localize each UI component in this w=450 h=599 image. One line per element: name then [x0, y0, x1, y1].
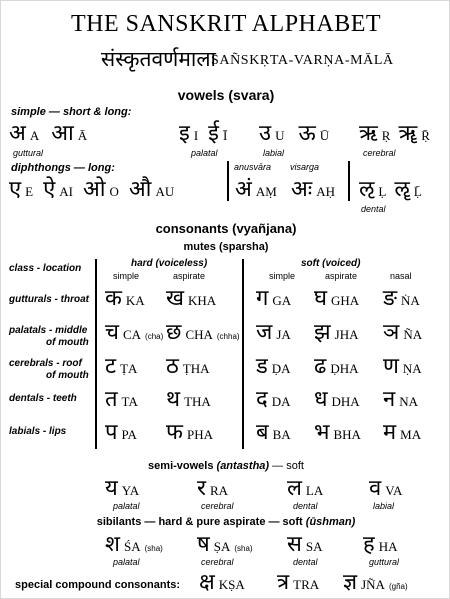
title-devanagari: संस्कृतवर्णमाला: [101, 47, 216, 71]
consonant: भ BHA: [314, 419, 361, 444]
col-header: aspirate: [173, 271, 206, 281]
soft-label: soft (voiced): [301, 258, 361, 269]
row-label: cerebrals - roof: [9, 358, 82, 369]
compound-consonant: क्ष KṢA: [199, 569, 245, 594]
place-label: guttural: [369, 557, 400, 567]
sibilants-heading: sibilants — hard & pure aspirate — soft (ūshman): [96, 516, 356, 528]
consonant: ज JA: [256, 319, 291, 344]
place-label: dental: [293, 501, 318, 511]
anusvara-label: anusvāra: [234, 162, 272, 172]
consonant: झ JHA: [314, 319, 359, 344]
vowel-group-palatal: [179, 122, 227, 145]
consonant: ठ ṬHA: [166, 353, 210, 378]
vowels-heading: vowels (svara): [177, 87, 275, 103]
consonant: म MA: [383, 419, 422, 444]
divider: [227, 161, 229, 201]
divider: [95, 259, 97, 449]
consonant: ण ṆA: [383, 353, 422, 378]
consonant: घ GHA: [314, 285, 360, 310]
hard-label: hard (voiceless): [131, 258, 208, 269]
vowel-devanagari: ई: [208, 120, 219, 145]
place-label: dental: [293, 557, 318, 567]
consonant: च CA (cha): [105, 319, 164, 344]
compound-label: special compound consonants:: [15, 579, 181, 591]
semivowel: र RA: [197, 475, 229, 500]
vowel-devanagari: ऌ: [359, 176, 375, 201]
semivowel: व VA: [369, 475, 403, 500]
vowel-transliteration: Ḹ: [413, 184, 422, 199]
place-label: cerebral: [201, 557, 234, 567]
sibilant: स SA: [287, 531, 323, 556]
sibilant: ष ṢA (sha): [197, 531, 253, 556]
vowel-transliteration: AI: [59, 184, 74, 199]
consonant: त TA: [105, 386, 138, 411]
place-label: cerebral: [363, 148, 396, 158]
simple-vowels-label: simple — short & long:: [11, 106, 132, 118]
sibilant: श ŚA (sha): [105, 531, 163, 556]
row-label: palatals - middle: [9, 325, 88, 336]
vowel-transliteration: AU: [155, 184, 175, 199]
diphthong-row: [9, 178, 174, 201]
vowel-devanagari: ॠ: [398, 120, 418, 145]
vowel-group-cerebral: [359, 122, 430, 145]
vowel-group-guttural: [9, 122, 87, 145]
row-label: dentals - teeth: [9, 393, 77, 404]
place-label: palatal: [113, 501, 140, 511]
vowel-devanagari: अ: [9, 120, 26, 145]
consonant: ञ ÑA: [383, 319, 423, 344]
consonant: द DA: [256, 386, 291, 411]
vowel-devanagari: ए: [9, 176, 22, 201]
consonant: ख KHA: [166, 285, 217, 310]
semivowels-heading: semi-vowels (antastha) — soft: [148, 460, 304, 472]
dental-vowels: [359, 178, 422, 201]
vowel-transliteration: I: [193, 128, 199, 143]
vowel-group-labial: [259, 122, 329, 145]
consonants-heading: consonants (vyañjana): [155, 221, 297, 236]
vowel-transliteration: Ī: [222, 128, 228, 143]
consonant: न NA: [383, 386, 418, 411]
col-header: aspirate: [325, 271, 358, 281]
vowel-transliteration: A: [29, 128, 40, 143]
place-label: dental: [361, 204, 386, 214]
consonant: क KA: [105, 285, 145, 310]
consonant: छ CHA (chha): [166, 319, 240, 344]
row-label: of mouth: [46, 370, 89, 381]
vowel-devanagari: ओ: [83, 176, 106, 201]
vowel-devanagari: आ: [51, 120, 74, 145]
vowel-transliteration: AḤ: [316, 184, 336, 199]
consonant: ग GA: [256, 285, 292, 310]
consonant: ड ḌA: [256, 353, 291, 378]
consonant: प PA: [105, 419, 137, 444]
consonant: थ THA: [166, 386, 211, 411]
vowel-devanagari: ऊ: [298, 120, 316, 145]
vowel-transliteration: AṂ: [255, 184, 277, 199]
compound-consonant: ज्ञ JÑA (gña): [343, 569, 408, 594]
vowel-devanagari: अं: [235, 176, 252, 201]
place-label: palatal: [191, 148, 218, 158]
place-label: cerebral: [201, 501, 234, 511]
consonant: ङ ṄA: [383, 285, 420, 310]
vowel-transliteration: E: [25, 184, 34, 199]
place-label: labial: [373, 501, 395, 511]
compound-consonant: त्र TRA: [277, 569, 320, 594]
vowel-devanagari: ऐ: [43, 176, 56, 201]
vowel-devanagari: इ: [179, 120, 190, 145]
page-title: THE SANSKRIT ALPHABET: [70, 11, 382, 37]
col-header: simple: [113, 271, 140, 281]
row-label: labials - lips: [9, 426, 67, 437]
vowel-transliteration: Ṛ: [381, 128, 391, 143]
semivowel: ल LA: [287, 475, 324, 500]
vowel-transliteration: Ṝ: [421, 128, 430, 143]
col-header: simple: [269, 271, 296, 281]
vowel-devanagari: ॡ: [394, 176, 410, 201]
semivowel: य YA: [105, 475, 140, 500]
row-label: gutturals - throat: [9, 294, 89, 305]
place-label: palatal: [113, 557, 140, 567]
consonant: ढ ḌHA: [314, 353, 359, 378]
vowel-devanagari: उ: [259, 120, 272, 145]
consonant: ट ṬA: [105, 353, 138, 378]
consonant: फ PHA: [166, 419, 213, 444]
vowel-devanagari: अः: [291, 176, 313, 201]
vowel-transliteration: Ā: [77, 128, 88, 143]
place-label: labial: [263, 148, 285, 158]
consonant: ध DHA: [314, 386, 360, 411]
divider: [242, 259, 244, 449]
class-header: class - location: [9, 263, 82, 274]
diphthongs-label: diphthongs — long:: [11, 162, 115, 174]
anusvara: [235, 178, 277, 201]
vowel-transliteration: O: [109, 184, 119, 199]
vowel-devanagari: ऋ: [359, 120, 378, 145]
place-label: guttural: [13, 148, 44, 158]
mutes-heading: mutes (sparsha): [183, 241, 269, 253]
sibilant: ह HA: [363, 531, 398, 556]
row-label: of mouth: [46, 337, 89, 348]
vowel-transliteration: U: [275, 128, 285, 143]
vowel-devanagari: औ: [128, 176, 152, 201]
consonant: ब BA: [256, 419, 291, 444]
divider: [348, 161, 350, 201]
col-header: nasal: [390, 271, 412, 281]
vowel-transliteration: Ḷ: [378, 184, 387, 199]
visarga: [291, 178, 335, 201]
visarga-label: visarga: [290, 162, 320, 172]
title-transliteration: SAÑSKṚTA-VARṆA-MĀLĀ: [211, 53, 394, 68]
vowel-transliteration: Ū: [319, 128, 330, 143]
